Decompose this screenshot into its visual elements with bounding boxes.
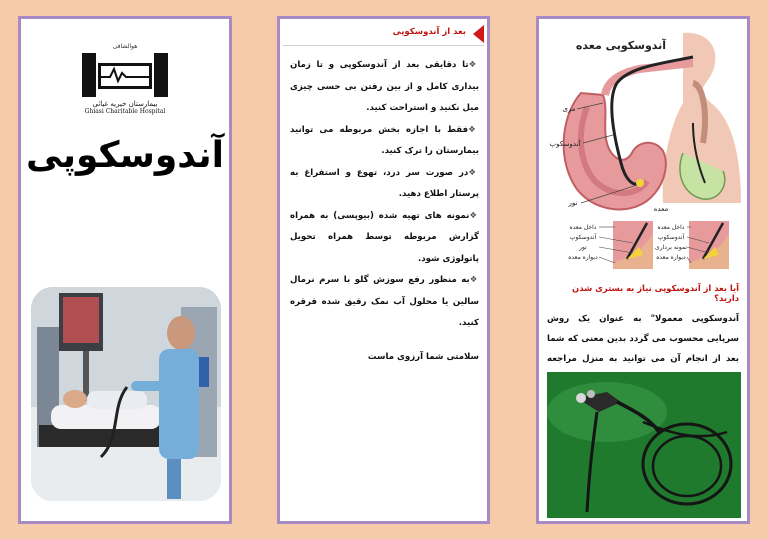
list-item: ❖در صورت سر درد، تهوع و استفراغ به پرستار اطلاع دهید. [290, 167, 479, 199]
hospitalization-question: آیا بعد از آندوسکوپی نیاز به بستری شدن دارید؟ [572, 283, 739, 303]
logo-top-text: هوالشافی [112, 43, 138, 50]
svg-text:نمونه برداری: نمونه برداری [655, 244, 687, 251]
list-item: ❖نمونه های تهیه شده (بیوپسی) به همراه گزارش مربوطه توسط همراه تحویل پاتولوژی شود. [290, 210, 479, 264]
svg-text:آندوسکوپ: آندوسکوپ [657, 234, 685, 241]
section-header [283, 23, 484, 46]
svg-text:نور: نور [579, 244, 587, 251]
svg-text:نور: نور [568, 199, 578, 207]
diagram-title: آندوسکوپی معده [575, 39, 667, 52]
info-panel [536, 16, 750, 524]
page-title: آندوسکوپی [26, 135, 224, 176]
svg-text:داخل معده: داخل معده [657, 224, 685, 231]
svg-text:معده: معده [653, 205, 669, 213]
svg-text:داخل معده: داخل معده [569, 224, 597, 231]
list-item: ❖تا دقایقی بعد از آندوسکوپی و تا زمان بیداری کامل و از بین رفتن بی حسی چیزی میل نکنید و استراحت کنید. [290, 60, 479, 113]
svg-text:مری: مری [562, 105, 576, 113]
logo-name-fa: بیمارستان خیریه غیاثی [92, 100, 158, 108]
section-title: بعد از آندوسکوپی [392, 27, 466, 37]
endoscope-device-photo [547, 372, 741, 518]
svg-text:آندوسکوپ: آندوسکوپ [569, 234, 597, 241]
list-item: ❖فقط با اجازه بخش مربوطه می توانید بیمارستان را ترک کنید. [290, 124, 479, 156]
cover-panel [18, 16, 232, 524]
hospital-logo [73, 43, 177, 127]
stomach-endoscopy-diagram [543, 23, 743, 275]
svg-text:دیواره معده: دیواره معده [656, 254, 686, 261]
instructions-list [290, 55, 479, 368]
endoscopy-procedure-photo [31, 287, 221, 501]
hospitalization-answer: آندوسکوپی معمولا" به عنوان یک روش سرپایی محسوب می گردد بدین معنی که شما بعد از انجام آن می توانید به منزل مراجعه [547, 314, 739, 364]
closing-line: سلامتی شما آرزوی ماست [367, 351, 479, 362]
logo-mark-icon [82, 53, 168, 97]
svg-text:دیواره معده: دیواره معده [568, 254, 598, 261]
red-flag-icon [473, 25, 484, 43]
svg-text:آندوسکوپ: آندوسکوپ [549, 140, 581, 148]
after-endoscopy-panel [277, 16, 490, 524]
logo-name-en: Ghiasi Charitable Hospital [84, 108, 166, 115]
list-item: ❖به منظور رفع سوزش گلو با سرم نرمال سالین یا محلول آب نمک رقیق شده قرقره کنید. [290, 275, 479, 328]
